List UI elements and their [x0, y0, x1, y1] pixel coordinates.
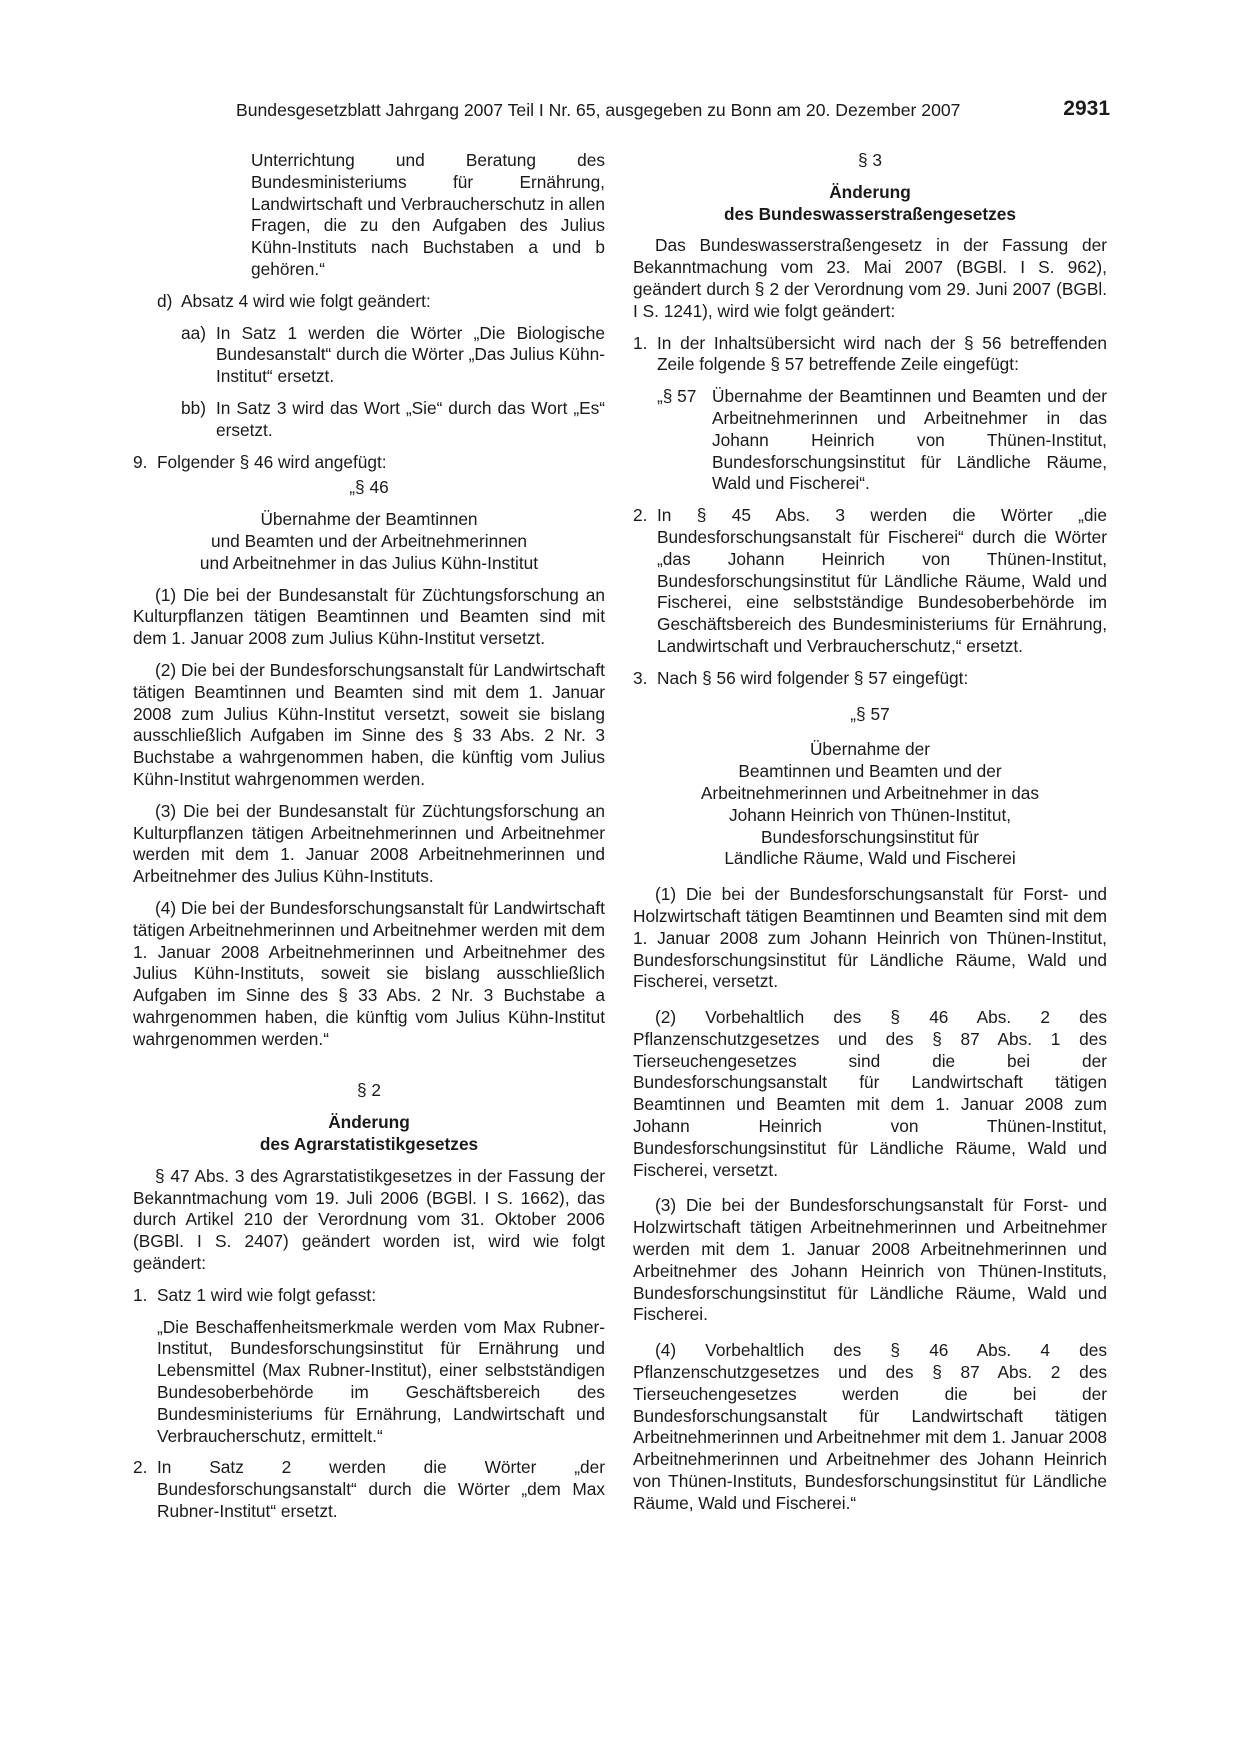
- section-2-item-2-text: In Satz 2 werden die Wörter „der Bundesforschungsanstalt“ durch die Wörter „dem Max Rubner-Institut“ ersetzt.: [157, 1457, 605, 1522]
- section-2-title-line-1: Änderung: [328, 1112, 410, 1133]
- section-57-para-3: (3) Die bei der Bundesforschungsanstalt für Forst- und Holzwirtschaft tätigen Arbeitnehmerinnen und Arbeitnehmer werden mit dem 1. Januar 2008 Arbeitnehmerinnen und Arbeitnehmer des Johann Heinrich von Thünen-Instituts, Bundesforschungsinstitut für Ländliche Räume, Wald und Fischerei.: [633, 1195, 1107, 1325]
- toc-line-57-text: Übernahme der Beamtinnen und Beamten und der Arbeitnehmerinnen und Arbeitnehmer in das Johann Heinrich von Thünen-Institut, Bundesforschungsinstitut für Ländliche Räume, Wald und Fischerei“.: [712, 386, 1107, 494]
- right-column: [633, 150, 1107, 1515]
- section-2-item-1: [133, 1285, 605, 1307]
- section-46-para-1: (1) Die bei der Bundesanstalt für Züchtungsforschung an Kulturpflanzen tätigen Beamtinnen und Beamten sind mit dem 1. Januar 2008 zum Julius Kühn-Institut versetzt.: [133, 584, 605, 649]
- page-number: 2931: [1063, 97, 1110, 120]
- item-9: [133, 452, 605, 474]
- section-3-title-line-1: Änderung: [829, 181, 911, 202]
- section-46-title-line-1: Übernahme der Beamtinnen: [260, 509, 478, 530]
- section-57-title-line-1: Übernahme der: [809, 739, 931, 760]
- section-57-title-line-2: Beamtinnen und Beamten und der: [738, 761, 1002, 782]
- section-2-item-1-quote: „Die Beschaffenheitsmerkmale werden vom Max Rubner-Institut, Bundesforschungsinstitut für Ernährung und Lebensmittel (Max Rubner-Institut), einer selbstständigen Bundesoberbehörde im Geschäftsbereich des Bundesministeriums für Ernährung, Landwirtschaft und Verbraucherschutz, ermittelt.“: [157, 1316, 605, 1446]
- section-46-para-2: (2) Die bei der Bundesforschungsanstalt für Landwirtschaft tätigen Beamtinnen und Beamten sind mit dem 1. Januar 2008 zum Julius Kühn-Institut versetzt, soweit sie bislang ausschließlich Aufgaben im Sinne des § 33 Abs. 2 Nr. 3 Buchstabe a wahrgenommen haben, die künftig vom Julius Kühn-Institut wahrgenommen werden.: [133, 659, 605, 789]
- continued-quote: Unterrichtung und Beratung des Bundesministeriums für Ernährung, Landwirtschaft und Verbraucherschutz in allen Fragen, die zu den Aufgaben des Julius Kühn-Instituts nach Buchstaben a und b gehören.“: [251, 150, 605, 279]
- item-9-label: 9.: [133, 451, 148, 472]
- section-57-title-line-3: Arbeitnehmerinnen und Arbeitnehmer in das: [700, 782, 1040, 803]
- item-bb: [181, 398, 605, 442]
- page-header: [236, 97, 1110, 130]
- section-2-intro: § 47 Abs. 3 des Agrarstatistikgesetzes in der Fassung der Bekanntmachung vom 19. Juli 2006 (BGBl. I S. 1662), das durch Artikel 210 der Verordnung vom 31. Oktober 2006 (BGBl. I S. 2407) geändert worden ist, wird wie folgt geändert:: [133, 1165, 605, 1274]
- section-2-item-1-label: 1.: [133, 1284, 148, 1305]
- item-d-text: Absatz 4 wird wie folgt geändert:: [181, 290, 431, 311]
- item-d: [157, 291, 605, 313]
- section-3-item-3: [633, 668, 1107, 690]
- section-2-item-2: [133, 1457, 605, 1522]
- toc-line-57-label: „§ 57: [657, 386, 697, 407]
- section-2-item-1-text: Satz 1 wird wie folgt gefasst:: [157, 1284, 376, 1305]
- section-57-title-line-4: Johann Heinrich von Thünen-Institut,: [728, 804, 1012, 825]
- item-aa-text: In Satz 1 werden die Wörter „Die Biologische Bundesanstalt“ durch die Wörter „Das Julius Kühn-Institut“ ersetzt.: [216, 322, 606, 387]
- section-2-number: § 2: [356, 1080, 382, 1101]
- section-46-para-3: (3) Die bei der Bundesanstalt für Züchtungsforschung an Kulturpflanzen tätigen Arbeitnehmerinnen und Arbeitnehmer werden mit dem 1. Januar 2008 Arbeitnehmerinnen und Arbeitnehmer des Julius Kühn-Instituts.: [133, 800, 605, 887]
- section-46-para-4: (4) Die bei der Bundesforschungsanstalt für Landwirtschaft tätigen Arbeitnehmerinnen und Arbeitnehmer werden mit dem 1. Januar 2008 Arbeitnehmerinnen und Arbeitnehmer des Julius Kühn-Instituts, soweit sie bislang ausschließlich Aufgaben im Sinne des § 33 Abs. 2 Nr. 3 Buchstabe a wahrgenommen haben, die künftig vom Julius Kühn-Institut wahrgenommen werden.“: [133, 897, 605, 1049]
- section-3-item-2-label: 2.: [633, 505, 648, 526]
- toc-line-57: [657, 386, 1107, 495]
- running-header: Bundesgesetzblatt Jahrgang 2007 Teil I Nr. 65, ausgegeben zu Bonn am 20. Dezember 2007: [236, 100, 961, 120]
- section-3-item-1-label: 1.: [633, 332, 648, 353]
- section-46-title-line-2: und Beamten und der Arbeitnehmerinnen: [210, 530, 528, 551]
- item-aa-label: aa): [181, 322, 206, 343]
- section-3-item-1: [633, 333, 1107, 377]
- section-3-item-1-text: In der Inhaltsübersicht wird nach der § 56 betreffenden Zeile folgende § 57 betreffende Zeile eingefügt:: [657, 332, 1107, 375]
- section-57-number: „§ 57: [850, 703, 890, 724]
- section-3-number: § 3: [857, 150, 883, 170]
- left-column: [133, 150, 605, 1523]
- section-3-item-3-text: Nach § 56 wird folgender § 57 eingefügt:: [657, 667, 969, 688]
- section-46-title-line-3: und Arbeitnehmer in das Julius Kühn-Institut: [199, 552, 539, 573]
- item-d-label: d): [157, 290, 173, 311]
- item-bb-text: In Satz 3 wird das Wort „Sie“ durch das Wort „Es“ ersetzt.: [216, 397, 605, 440]
- section-57-para-4: (4) Vorbehaltlich des § 46 Abs. 4 des Pflanzenschutzgesetzes und des § 87 Abs. 2 des Tierseuchengesetzes werden die bei der Bundesforschungsanstalt für Landwirtschaft tätigen Arbeitnehmerinnen und Arbeitnehmer mit dem 1. Januar 2008 Arbeitnehmerinnen und Arbeitnehmer des Johann Heinrich von Thünen-Instituts, Bundesforschungsinstitut für Ländliche Räume, Wald und Fischerei.“: [633, 1340, 1107, 1513]
- section-57-title-line-6: Ländliche Räume, Wald und Fischerei: [724, 848, 1016, 869]
- section-57-para-2: (2) Vorbehaltlich des § 46 Abs. 2 des Pflanzenschutzgesetzes und des § 87 Abs. 1 des Tierseuchengesetzes sind die bei der Bundesforschungsanstalt für Landwirtschaft tätigen Beamtinnen und Beamten mit dem 1. Januar 2008 zum Johann Heinrich von Thünen-Institut, Bundesforschungsinstitut für Ländliche Räume, Wald und Fischerei, versetzt.: [633, 1007, 1107, 1180]
- item-bb-label: bb): [181, 397, 206, 418]
- section-57-title-line-5: Bundesforschungsinstitut für: [760, 826, 980, 847]
- section-3-item-2: [633, 505, 1107, 658]
- section-46-number: „§ 46: [349, 477, 389, 498]
- section-3-item-3-label: 3.: [633, 667, 648, 688]
- section-3-title-line-2: des Bundeswasserstraßengesetzes: [724, 203, 1016, 224]
- section-3-item-2-text: In § 45 Abs. 3 werden die Wörter „die Bundesforschungsanstalt für Fischerei“ durch die Wörter „das Johann Heinrich von Thünen-Institut, Bundesforschungsinstitut für Ländliche Räume, Wald und Fischerei, eine selbstständige Bundesoberbehörde im Geschäftsbereich des Bundesministeriums für Ernährung, Landwirtschaft und Verbraucherschutz,“ ersetzt.: [657, 505, 1107, 656]
- section-2-title-line-2: des Agrarstatistikgesetzes: [259, 1134, 479, 1155]
- item-9-text: Folgender § 46 wird angefügt:: [157, 451, 387, 472]
- item-aa: [181, 323, 605, 388]
- section-2-item-2-label: 2.: [133, 1457, 148, 1478]
- section-3-intro: Das Bundeswasserstraßengesetz in der Fassung der Bekanntmachung vom 23. Mai 2007 (BGBl. I S. 962), geändert durch § 2 der Verordnung vom 29. Juni 2007 (BGBl. I S. 1241), wird wie folgt geändert:: [633, 235, 1107, 321]
- section-57-para-1: (1) Die bei der Bundesforschungsanstalt für Forst- und Holzwirtschaft tätigen Beamtinnen und Beamten sind mit dem 1. Januar 2008 zum Johann Heinrich von Thünen-Institut, Bundesforschungsinstitut für Ländliche Räume, Wald und Fischerei, versetzt.: [633, 884, 1107, 992]
